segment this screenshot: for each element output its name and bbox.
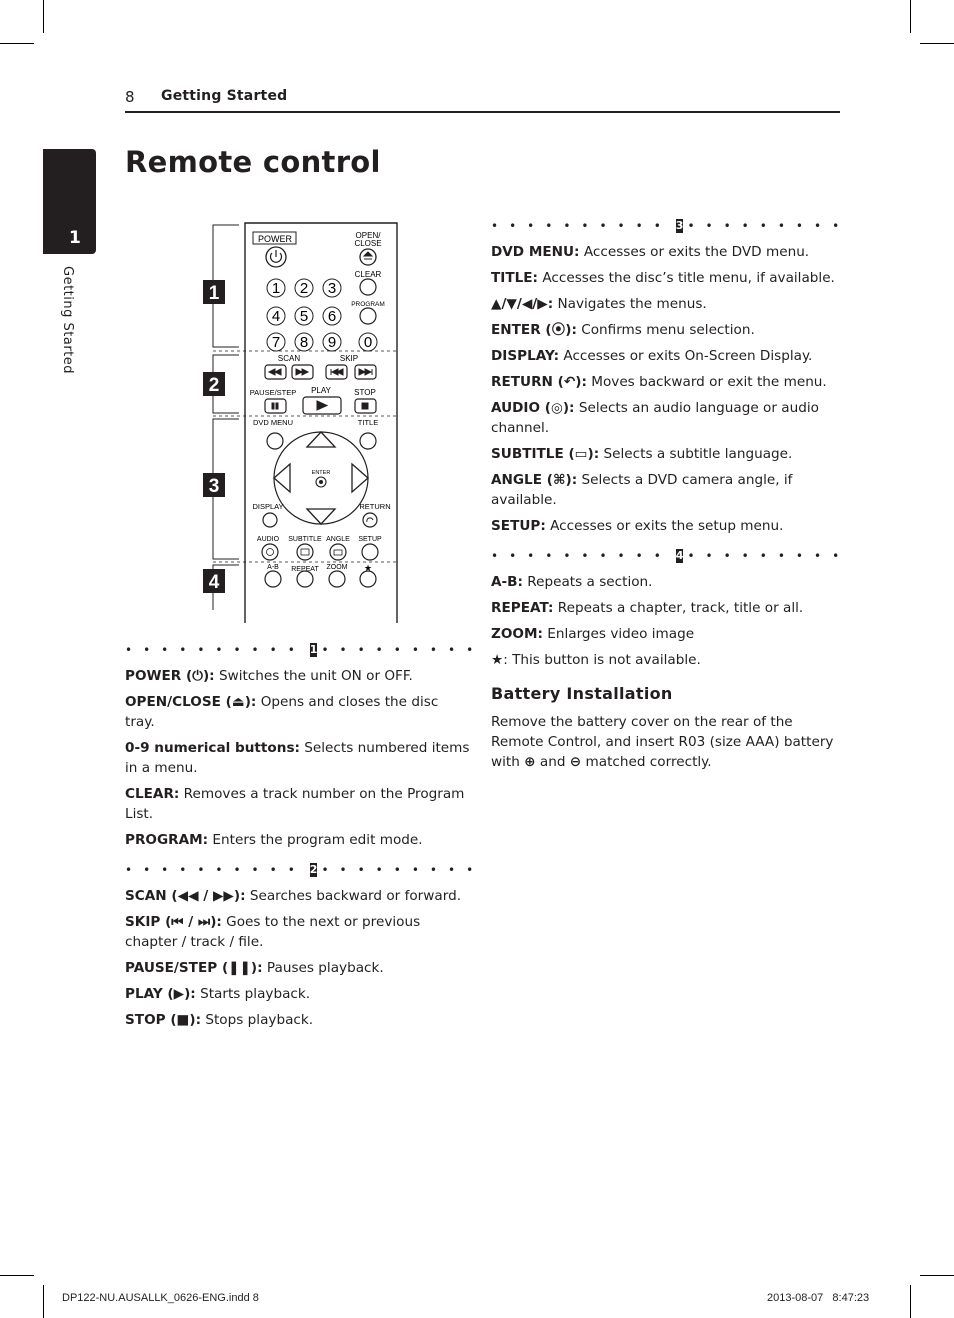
setup-label: SETUP (358, 536, 382, 543)
section-label-1 (203, 280, 225, 304)
dvd-menu-desc: DVD MENU: Accesses or exits the DVD menu. (491, 244, 810, 260)
program-button (360, 308, 376, 324)
svg-text:2: 2 (208, 375, 220, 396)
display-button (263, 513, 277, 527)
section-label-4 (203, 569, 225, 593)
repeat-desc: REPEAT: Repeats a chapter, track, title or all. (491, 600, 804, 616)
title-desc: TITLE: Accesses the disc’s title menu, if available. (491, 270, 835, 286)
numeric-desc: 0-9 numerical buttons: Selects numbered items in a menu. (125, 740, 470, 776)
arrows-desc: ▲/▼/◀/▶: Navigates the menus. (491, 296, 707, 312)
ab-button (265, 571, 281, 587)
crop-mark (43, 0, 44, 33)
display-desc: DISPLAY: Accesses or exits On-Screen Display. (491, 348, 813, 364)
svg-text:0: 0 (363, 334, 373, 351)
page-title: Remote control (125, 145, 381, 179)
clear-label: CLEAR (354, 270, 382, 279)
pause-step-label: PAUSE/STEP (249, 388, 297, 397)
ab-desc: A-B: Repeats a section. (491, 574, 653, 590)
svg-text:3: 3 (208, 476, 220, 497)
header-rule (125, 111, 840, 113)
crop-mark (910, 1285, 911, 1318)
enter-desc: ENTER (⦿): Confirms menu selection. (491, 322, 755, 338)
section-separator-4: •••••••••• 4 ••••••••• (491, 549, 851, 563)
right-column (491, 206, 851, 778)
title-button (360, 433, 376, 449)
scan-label: SCAN (277, 354, 301, 363)
audio-button (262, 544, 278, 560)
plus-icon: ⊕ (524, 754, 536, 770)
angle-desc: ANGLE (⌘): Selects a DVD camera angle, if available. (491, 472, 793, 508)
open-close-label-2: CLOSE (354, 239, 382, 248)
section-label-3 (203, 473, 225, 497)
chapter-number: 1 (69, 228, 81, 248)
svg-text:4: 4 (271, 308, 281, 325)
clear-button (360, 279, 376, 295)
battery-text: Remove the battery cover on the rear of the Remote Control, and insert R03 (size AAA) battery with ⊕ and ⊖ matched correctly. (491, 714, 834, 770)
zoom-label: ZOOM (326, 564, 348, 571)
power-desc: POWER (⏻): Switches the unit ON or OFF. (125, 668, 413, 684)
pause-step-desc: PAUSE/STEP (❚❚): Pauses playback. (125, 960, 384, 976)
section-separator-3: •••••••••• 3 ••••••••• (491, 219, 851, 233)
title-label: TITLE (357, 418, 379, 427)
audio-desc: AUDIO (◎): Selects an audio language or audio channel. (491, 400, 819, 436)
subtitle-button (297, 544, 313, 560)
subtitle-desc: SUBTITLE (▭): Selects a subtitle language. (491, 446, 793, 462)
zoom-desc: ZOOM: Enlarges video image (491, 626, 695, 642)
return-button (363, 513, 377, 527)
svg-text:5: 5 (299, 308, 309, 325)
dvd-menu-button (267, 433, 283, 449)
power-label: POWER (257, 234, 293, 244)
section-separator-2: •••••••••• 2 ••••••••• (125, 863, 485, 877)
enter-label: ENTER (311, 470, 331, 476)
svg-text:9: 9 (327, 334, 337, 351)
down-arrow-button (307, 509, 335, 524)
svg-text:1: 1 (271, 280, 281, 297)
stop-desc: STOP (■): Stops playback. (125, 1012, 314, 1028)
star-label: ★ (363, 563, 373, 573)
repeat-label: REPEAT (291, 566, 319, 573)
setup-button (362, 544, 378, 560)
open-close-desc: OPEN/CLOSE (⏏): Opens and closes the disc tray. (125, 694, 439, 730)
battery-heading: Battery Installation (491, 684, 673, 703)
play-label: PLAY (311, 386, 331, 395)
stop-label: STOP (354, 388, 376, 397)
angle-label: ANGLE (326, 536, 350, 543)
star-button (360, 571, 376, 587)
crop-mark (43, 1285, 44, 1318)
transport-buttons (265, 397, 376, 414)
page-number: 8 (125, 88, 135, 106)
section-dividers (213, 351, 399, 562)
return-icon (367, 518, 373, 522)
zoom-button (329, 571, 345, 587)
crop-mark (0, 43, 34, 44)
remote-control-diagram (195, 215, 410, 625)
program-desc: PROGRAM: Enters the program edit mode. (125, 832, 423, 848)
crop-mark (920, 43, 954, 44)
scan-desc: SCAN (◀◀ / ▶▶): Searches backward or forward. (125, 888, 462, 904)
scan-skip-buttons (265, 365, 376, 379)
crop-mark (0, 1275, 34, 1276)
footer-file: DP122-NU.AUSALLK_0626-ENG.indd 8 (62, 1292, 259, 1304)
svg-text:8: 8 (299, 334, 309, 351)
chapter-label: Getting Started (60, 266, 75, 375)
svg-text:1: 1 (208, 283, 220, 304)
right-arrow-button (352, 464, 368, 492)
section-separator-1: •••••••••• 1 ••••••••• (125, 643, 485, 657)
star-desc: ★: This button is not available. (491, 652, 701, 668)
program-label: PROGRAM (351, 301, 385, 308)
angle-button (330, 544, 346, 560)
left-column (125, 630, 485, 1036)
crop-mark (910, 0, 911, 33)
skip-label: SKIP (339, 354, 359, 363)
setup-desc: SETUP: Accesses or exits the setup menu. (491, 518, 784, 534)
svg-text:3: 3 (327, 280, 337, 297)
section-label-2 (203, 372, 225, 396)
ab-label: A-B (267, 564, 279, 571)
play-desc: PLAY (▶): Starts playback. (125, 986, 311, 1002)
return-desc: RETURN (↶): Moves backward or exit the menu. (491, 374, 827, 390)
skip-desc: SKIP (⏮ / ⏭): Goes to the next or previous chapter / track / file. (125, 914, 421, 950)
svg-text:7: 7 (271, 334, 281, 351)
svg-text:4: 4 (208, 572, 220, 593)
dvd-menu-label: DVD MENU (252, 418, 294, 427)
crop-mark (920, 1275, 954, 1276)
svg-text:6: 6 (327, 308, 337, 325)
open-close-label: OPEN/ (355, 231, 381, 240)
section-header: Getting Started (161, 88, 288, 104)
minus-icon: ⊖ (569, 754, 582, 770)
display-label: DISPLAY (252, 502, 284, 511)
chapter-tab (43, 149, 96, 254)
left-arrow-button (274, 464, 290, 492)
repeat-button (297, 571, 313, 587)
clear-desc: CLEAR: Removes a track number on the Program List. (125, 786, 465, 822)
audio-label: AUDIO (256, 536, 280, 543)
up-arrow-button (307, 432, 335, 447)
svg-text:2: 2 (299, 280, 309, 297)
subtitle-label: SUBTITLE (288, 536, 322, 543)
return-label: RETURN (359, 502, 391, 511)
footer-date: 2013-08-07 8:47:23 (767, 1292, 870, 1304)
